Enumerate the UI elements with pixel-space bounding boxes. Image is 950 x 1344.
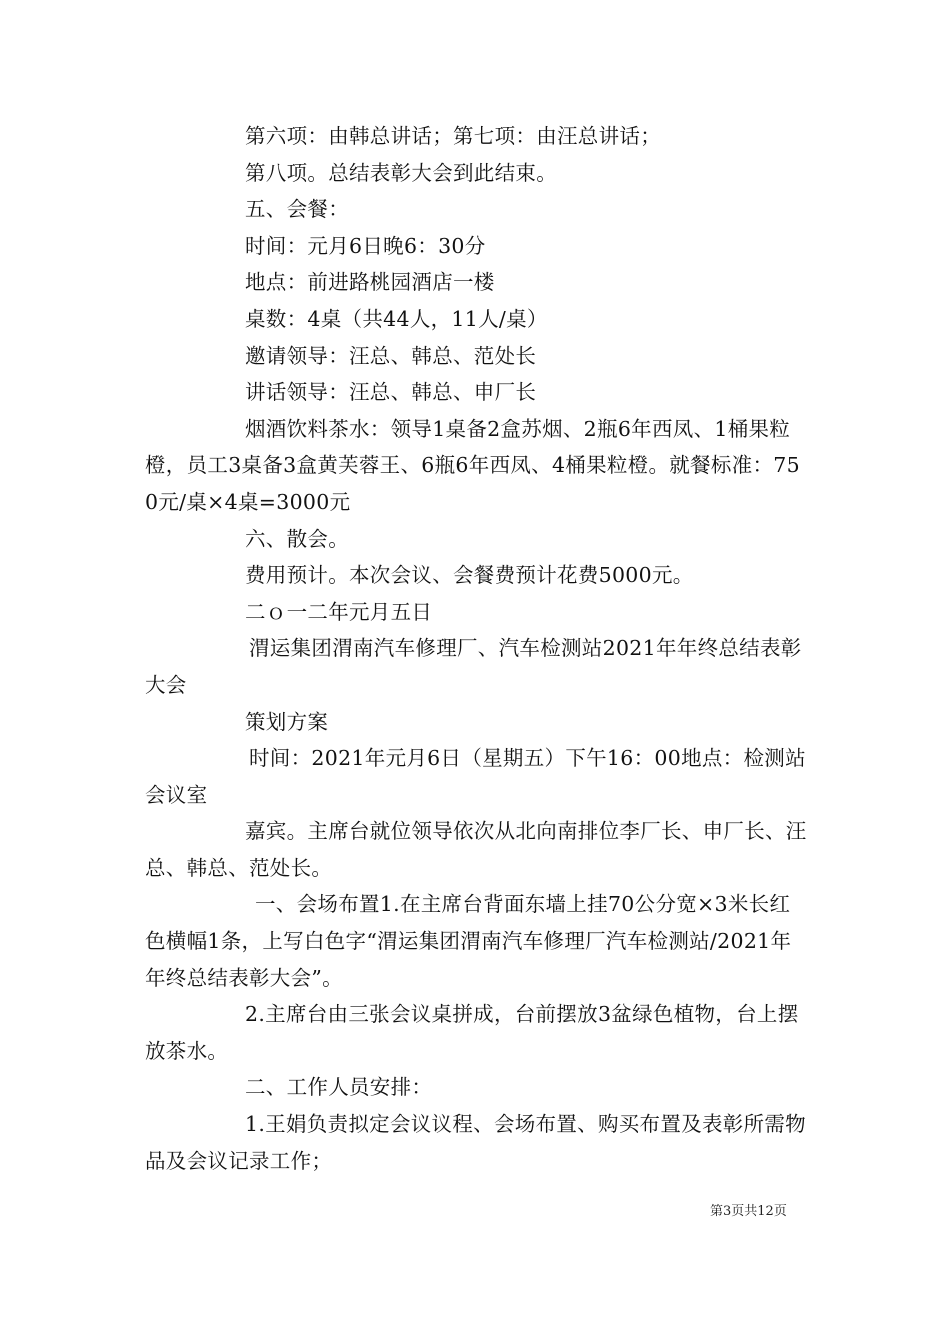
paragraph-invited-leaders: 邀请领导：汪总、韩总、范处长: [245, 343, 537, 368]
document-body: [145, 118, 810, 1179]
paragraph-section-5-heading: 五、会餐：: [245, 197, 349, 222]
paragraph-cost-estimate: 费用预计。本次会议、会餐费预计花费5000元。: [245, 563, 694, 588]
paragraph-section-6-heading: 六、散会。: [245, 526, 349, 551]
page-number-footer: 第3页共12页: [710, 1204, 787, 1219]
paragraph-event-title: 渭运集团渭南汽车修理厂、汽车检测站2021年年终总结表彰大会: [145, 636, 802, 697]
paragraph-guests: 嘉宾。主席台就位领导依次从北向南排位李厂长、申厂长、汪总、韩总、范处长。: [145, 819, 807, 880]
paragraph-venue-setup: 一、会场布置1.在主席台背面东墙上挂70公分宽×3米长红色横幅1条，上写白色字“渭运集团渭南汽车修理厂汽车检测站/2021年年终总结表彰大会”。: [145, 892, 792, 990]
paragraph-staff-1: 1.王娟负责拟定会议议程、会场布置、购买布置及表彰所需物品及会议记录工作；: [145, 1112, 806, 1173]
paragraph-refreshments: 烟酒饮料茶水：领导1桌备2盒苏烟、2瓶6年西凤、1桶果粒橙，员工3桌备3盒黄芙蓉王、6瓶6年西凤、4桶果粒橙。就餐标准：750元/桌×4桌=3000元: [145, 416, 800, 514]
paragraph-rostrum: 2.主席台由三张会议桌拼成，台前摆放3盆绿色植物，台上摆放茶水。: [145, 1002, 799, 1063]
paragraph-dinner-location: 地点：前进路桃园酒店一楼: [245, 270, 495, 295]
paragraph-date: 二ｏ一二年元月五日: [245, 599, 433, 624]
paragraph-staff-heading: 二、工作人员安排：: [245, 1075, 433, 1100]
paragraph-agenda-6-7: 第六项：由韩总讲话；第七项：由汪总讲话；: [245, 124, 661, 148]
paragraph-meeting-time-place: 时间：2021年元月6日（星期五）下午16：00地点：检测站会议室: [145, 746, 806, 807]
paragraph-table-count: 桌数：4桌（共44人，11人/桌）: [245, 306, 548, 331]
paragraph-dinner-time: 时间：元月6日晚6：30分: [245, 233, 486, 258]
paragraph-agenda-8: 第八项。总结表彰大会到此结束。: [245, 160, 557, 185]
paragraph-plan-heading: 策划方案: [245, 709, 329, 734]
paragraph-speaking-leaders: 讲话领导：汪总、韩总、申厂长: [245, 380, 537, 405]
